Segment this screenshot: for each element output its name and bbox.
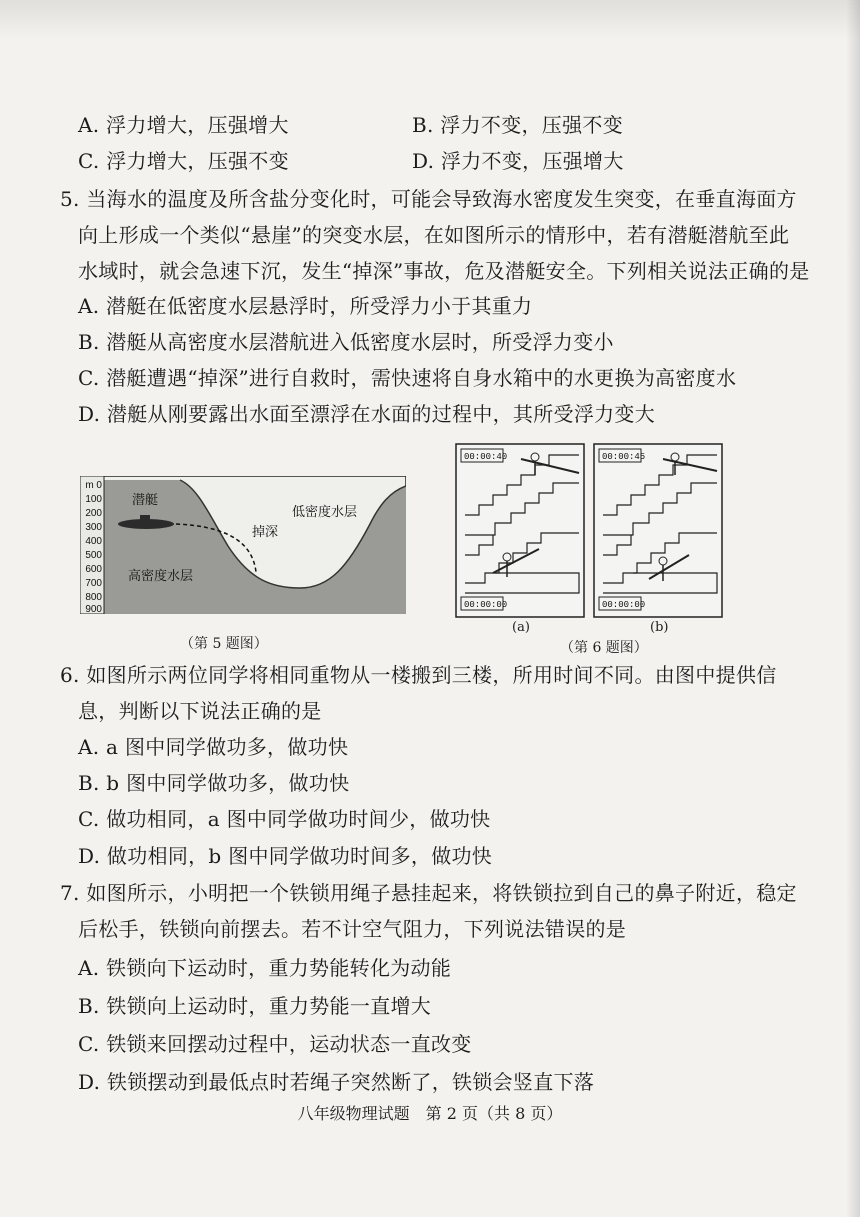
figure-5-caption: （第 5 题图） bbox=[180, 636, 268, 652]
submarine-label: 潜艇 bbox=[132, 493, 159, 508]
depth-label-800: 800 bbox=[85, 592, 102, 603]
q5-option-a: A. 潜艇在低密度水层悬浮时，所受浮力小于其重力 bbox=[78, 294, 533, 318]
q7-stem-line-2: 后松手，铁锁向前摆去。若不计空气阻力，下列说法错误的是 bbox=[78, 917, 627, 941]
q6-option-d: D. 做功相同，b 图中同学做功时间多，做功快 bbox=[78, 844, 493, 868]
depth-label-300: 300 bbox=[85, 522, 102, 533]
q6-option-a: A. a 图中同学做功多，做功快 bbox=[78, 735, 349, 759]
q7-stem-line-1: 7. 如图所示，小明把一个铁锁用绳子悬挂起来，将铁锁拉到自己的鼻子附近，稳定 bbox=[60, 881, 797, 905]
timer-b-bottom: 00:00:00 bbox=[602, 600, 646, 610]
q7-option-a: A. 铁锁向下运动时，重力势能转化为动能 bbox=[78, 956, 452, 980]
depth-label-600: 600 bbox=[85, 564, 102, 575]
q5-stem-line-1: 5. 当海水的温度及所含盐分变化时，可能会导致海水密度发生突变，在垂直海面方 bbox=[60, 187, 797, 211]
depth-label-100: 100 bbox=[85, 494, 102, 505]
depth-label-200: 200 bbox=[85, 508, 102, 519]
depth-label-900: 900 bbox=[85, 604, 102, 614]
depth-label-400: 400 bbox=[85, 536, 102, 547]
page-footer: 八年级物理试题 第 2 页（共 8 页） bbox=[297, 1104, 563, 1123]
high-density-label: 高密度水层 bbox=[128, 569, 194, 584]
q4-option-d: D. 浮力不变，压强增大 bbox=[412, 149, 624, 173]
timer-a-bottom: 00:00:00 bbox=[464, 600, 508, 610]
q5-stem-line-2: 向上形成一个类似“悬崖”的突变水层，在如图所示的情形中，若有潜艇潜航至此 bbox=[78, 223, 790, 247]
scan-shadow-right bbox=[846, 0, 860, 1217]
q6-option-b: B. b 图中同学做功多，做功快 bbox=[78, 771, 350, 795]
q4-option-c: C. 浮力增大，压强不变 bbox=[78, 149, 289, 173]
q5-option-c: C. 潜艇遭遇“掉深”进行自救时，需快速将自身水箱中的水更换为高密度水 bbox=[78, 366, 737, 390]
q6-stem-line-1: 6. 如图所示两位同学将相同重物从一楼搬到三楼，所用时间不同。由图中提供信 bbox=[60, 663, 777, 687]
scan-shadow-top bbox=[0, 0, 860, 40]
timer-b-top: 00:00:45 bbox=[602, 452, 646, 462]
figure-6b-stairs bbox=[593, 443, 723, 618]
figure-6-caption: （第 6 题图） bbox=[560, 640, 648, 656]
q5-stem-line-3: 水域时，就会急速下沉，发生“掉深”事故，危及潜艇安全。下列相关说法正确的是 bbox=[78, 259, 810, 283]
q4-option-a: A. 浮力增大，压强增大 bbox=[78, 113, 289, 137]
q7-option-c: C. 铁锁来回摆动过程中，运动状态一直改变 bbox=[78, 1032, 472, 1056]
timer-a-top: 00:00:40 bbox=[464, 452, 508, 462]
q5-option-d: D. 潜艇从刚要露出水面至漂浮在水面的过程中，其所受浮力变大 bbox=[78, 402, 656, 426]
figure-6b-label: (b) bbox=[650, 620, 669, 635]
figure-6a-stairs bbox=[455, 443, 585, 618]
q7-option-d: D. 铁锁摆动到最低点时若绳子突然断了，铁锁会竖直下落 bbox=[78, 1070, 595, 1094]
depth-label-700: 700 bbox=[85, 578, 102, 589]
figure-5-ocean-density-diagram bbox=[80, 476, 406, 614]
q4-option-b: B. 浮力不变，压强不变 bbox=[412, 113, 624, 137]
low-density-label: 低密度水层 bbox=[292, 505, 358, 520]
q5-option-b: B. 潜艇从高密度水层潜航进入低密度水层时，所受浮力变小 bbox=[78, 330, 614, 354]
depth-label-0: m 0 bbox=[85, 480, 102, 491]
depth-label-500: 500 bbox=[85, 550, 102, 561]
q6-option-c: C. 做功相同，a 图中同学做功时间少，做功快 bbox=[78, 807, 491, 831]
figure-6a-label: (a) bbox=[512, 620, 530, 635]
q7-option-b: B. 铁锁向上运动时，重力势能一直增大 bbox=[78, 994, 432, 1018]
fall-label: 掉深 bbox=[252, 525, 279, 540]
q6-stem-line-2: 息，判断以下说法正确的是 bbox=[78, 699, 322, 723]
